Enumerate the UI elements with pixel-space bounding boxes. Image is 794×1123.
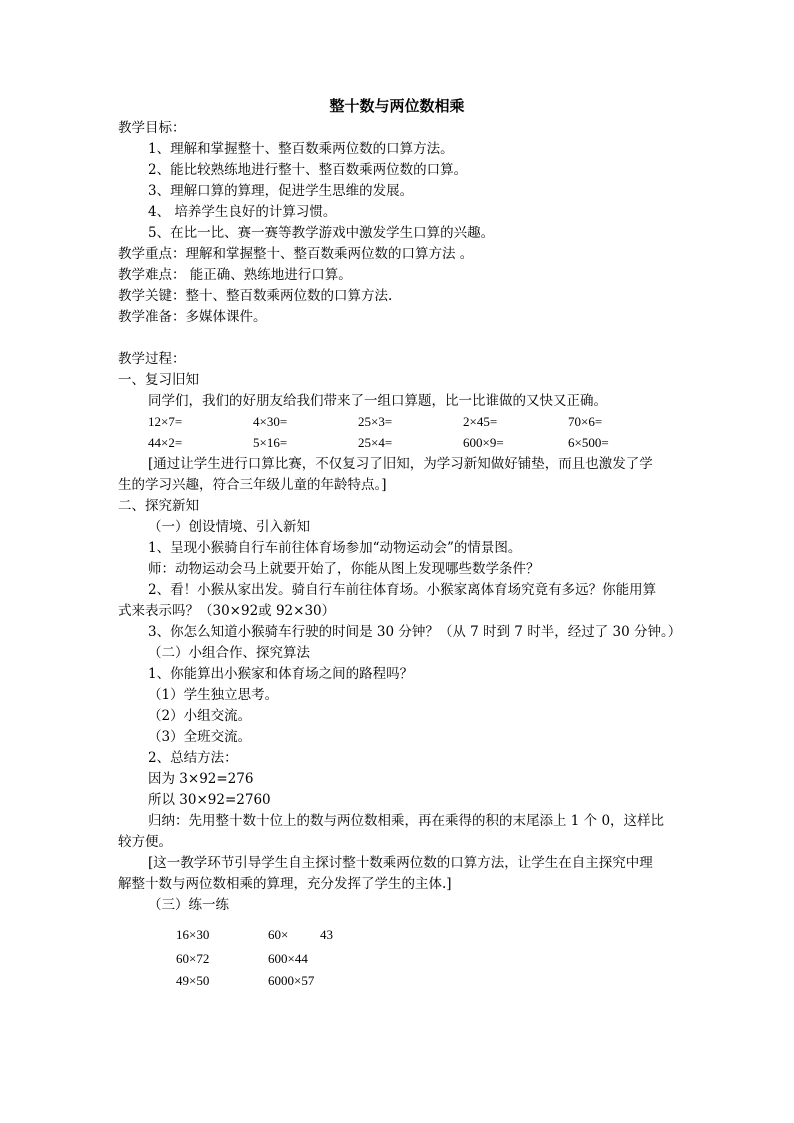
exercise-item: 600×9= xyxy=(463,435,504,450)
teaching-note: 生的学习兴趣，符合三年级儿童的年龄特点。] xyxy=(118,477,387,493)
objective-item: 2、能比较熟练地进行整十、整百数乘两位数的口算。 xyxy=(148,162,468,178)
paragraph: 因为 3×92=276 xyxy=(148,771,254,787)
practice-item: 60× xyxy=(268,927,289,942)
exercise-item: 2×45= xyxy=(463,414,498,429)
key-link: 教学关键：整十、整百数乘两位数的口算方法. xyxy=(118,288,393,304)
paragraph: 师：动物运动会马上就要开始了，你能从图上发现哪些数学条件？ xyxy=(148,561,540,577)
teaching-note: [通过让学生进行口算比赛，不仅复习了旧知，为学习新知做好铺垫，而且也激发了学 xyxy=(148,456,653,472)
paragraph: 所以 30×92=2760 xyxy=(148,792,271,808)
exercise-item: 6×500= xyxy=(568,435,609,450)
practice-item: 43 xyxy=(320,927,333,942)
paragraph: 2、看！小猴从家出发。骑自行车前往体育场。小猴家离体育场究竟有多远？你能用算 xyxy=(148,582,657,598)
objective-item: 4、 培养学生良好的计算习惯。 xyxy=(148,204,337,220)
objective-item: 1、理解和掌握整十、整百数乘两位数的口算方法。 xyxy=(148,141,454,157)
objective-item: 5、在比一比、赛一赛等教学游戏中激发学生口算的兴趣。 xyxy=(148,225,495,241)
practice-item: 16×30 xyxy=(176,927,210,942)
paragraph: （3）全班交流。 xyxy=(148,729,252,745)
section-heading: 二、探究新知 xyxy=(118,498,199,514)
difficulty: 教学难点： 能正确、熟练地进行口算。 xyxy=(118,267,352,283)
page-title: 整十数与两位数相乘 xyxy=(329,97,465,115)
exercise-item: 25×3= xyxy=(358,414,393,429)
exercise-item: 12×7= xyxy=(148,414,183,429)
subsection-heading: （一）创设情境、引入新知 xyxy=(148,519,310,535)
practice-item: 49×50 xyxy=(176,973,210,988)
objectives-heading: 教学目标： xyxy=(118,120,186,136)
practice-item: 60×72 xyxy=(176,951,210,966)
key-point: 教学重点：理解和掌握整十、整百数乘两位数的口算方法 。 xyxy=(118,246,474,262)
exercise-item: 25×4= xyxy=(358,435,393,450)
subsection-heading: （三）练一练 xyxy=(148,897,229,913)
objective-item: 3、理解口算的算理，促进学生思维的发展。 xyxy=(148,183,414,199)
exercise-item: 5×16= xyxy=(253,435,288,450)
paragraph: 2、总结方法： xyxy=(148,750,238,766)
exercise-item: 44×2= xyxy=(148,435,183,450)
teaching-note: [这一教学环节引导学生自主探讨整十数乘两位数的口算方法，让学生在自主探究中理 xyxy=(148,855,653,871)
paragraph: 归纳：先用整十数十位上的数与两位数相乘，再在乘得的积的末尾添上 1 个 0，这样比 xyxy=(148,813,665,829)
process-heading: 教学过程： xyxy=(118,351,186,367)
paragraph: （2）小组交流。 xyxy=(148,708,252,724)
teaching-note: 解整十数与两位数相乘的算理，充分发挥了学生的主体.] xyxy=(118,876,452,892)
paragraph: 式来表示吗？（30×92或 92×30） xyxy=(118,603,336,619)
paragraph: 3、你怎么知道小猴骑车行驶的时间是 30 分钟？（从 7 时到 7 时半，经过了 30 分钟。） xyxy=(148,624,682,640)
practice-item: 600×44 xyxy=(268,951,308,966)
practice-item: 6000×57 xyxy=(268,973,315,988)
exercise-item: 70×6= xyxy=(568,414,603,429)
paragraph: 较方便。 xyxy=(118,834,172,850)
exercise-item: 4×30= xyxy=(253,414,288,429)
paragraph: 1、呈现小猴骑自行车前往体育场参加“动物运动会”的情景图。 xyxy=(148,540,522,556)
preparation: 教学准备：多媒体课件。 xyxy=(118,309,267,325)
section-heading: 一、复习旧知 xyxy=(118,372,199,388)
paragraph: 1、你能算出小猴家和体育场之间的路程吗？ xyxy=(148,666,414,682)
review-intro: 同学们，我们的好朋友给我们带来了一组口算题，比一比谁做的又快又正确。 xyxy=(148,393,607,409)
subsection-heading: （二）小组合作、探究算法 xyxy=(148,645,310,661)
paragraph: （1）学生独立思考。 xyxy=(148,687,279,703)
